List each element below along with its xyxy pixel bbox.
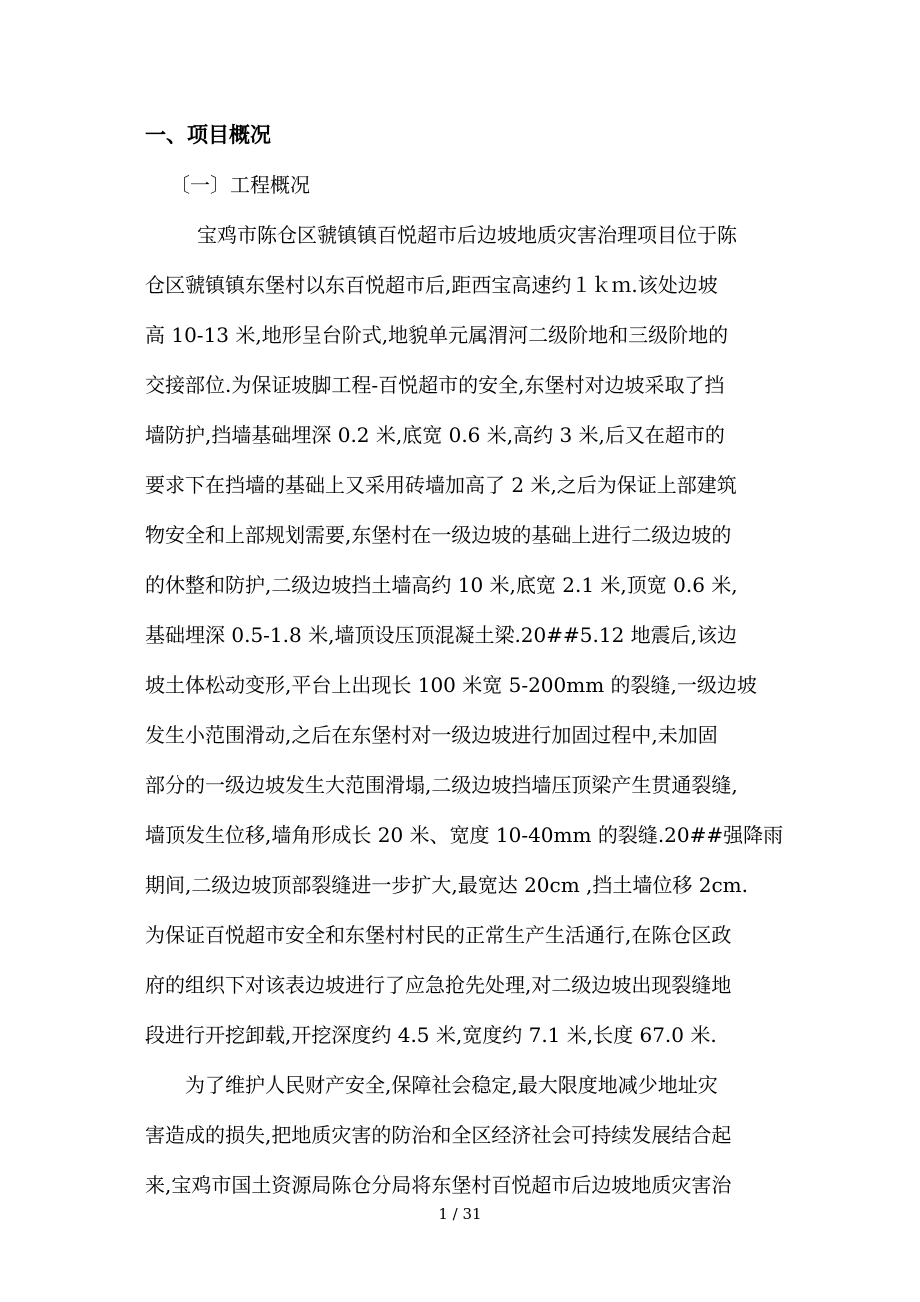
text-line: 宝鸡市陈仓区虢镇镇百悦超市后边坡地质灾害治理项目位于陈 [197, 223, 737, 247]
text-line: 墙防护,挡墙基础埋深 0.2 米,底宽 0.6 米,高约 3 米,后又在超市的 [145, 423, 725, 447]
text-line: 高 10-13 米,地形呈台阶式,地貌单元属渭河二级阶地和三级阶地的 [145, 323, 729, 347]
text-line: 发生小范围滑动,之后在东堡村对一级边坡进行加固过程中,未加固 [145, 723, 718, 747]
text-line: 段进行开挖卸载,开挖深度约 4.5 米,宽度约 7.1 米,长度 67.0 米. [145, 1023, 717, 1047]
text-line: 的休整和防护,二级边坡挡土墙高约 10 米,底宽 2.1 米,顶宽 0.6 米, [145, 573, 738, 597]
text-line: 为保证百悦超市安全和东堡村村民的正常生产生活通行,在陈仓区政 [145, 923, 732, 947]
text-line: 基础埋深 0.5-1.8 米,墙顶设压顶混凝土梁.20##5.12 地震后,该边 [145, 623, 738, 647]
page-number: 1 / 31 [438, 1205, 482, 1223]
text-line: 害造成的损失,把地质灾害的防治和全区经济社会可持续发展结合起 [145, 1123, 732, 1147]
text-line: 墙顶发生位移,墙角形成长 20 米、宽度 10-40mm 的裂缝.20##强降雨 [145, 823, 784, 847]
text-line: 坡土体松动变形,平台上出现长 100 米宽 5-200mm 的裂缝,一级边坡 [145, 673, 757, 697]
text-line: 部分的一级边坡发生大范围滑塌,二级边坡挡墙压顶梁产生贯通裂缝, [145, 773, 738, 797]
text-line: 要求下在挡墙的基础上又采用砖墙加高了 2 米,之后为保证上部建筑 [145, 473, 737, 497]
text-line: 仓区虢镇镇东堡村以东百悦超市后,距西宝高速约１ｋｍ.该处边坡 [145, 273, 718, 297]
text-line: 期间,二级边坡顶部裂缝进一步扩大,最宽达 20cm ,挡土墙位移 2cm. [145, 873, 749, 897]
section-heading: 一、项目概况 [145, 122, 271, 147]
text-line: 交接部位.为保证坡脚工程-百悦超市的安全,东堡村对边坡采取了挡 [145, 373, 725, 397]
text-line: 为了维护人民财产安全,保障社会稳定,最大限度地减少地址灾 [185, 1073, 718, 1097]
text-line: 府的组织下对该表边坡进行了应急抢先处理,对二级边坡出现裂缝地 [145, 973, 732, 997]
subsection-heading: 〔一〕工程概况 [170, 173, 310, 197]
text-line: 来,宝鸡市国土资源局陈仓分局将东堡村百悦超市后边坡地质灾害治 [145, 1173, 732, 1197]
text-line: 物安全和上部规划需要,东堡村在一级边坡的基础上进行二级边坡的 [145, 523, 732, 547]
